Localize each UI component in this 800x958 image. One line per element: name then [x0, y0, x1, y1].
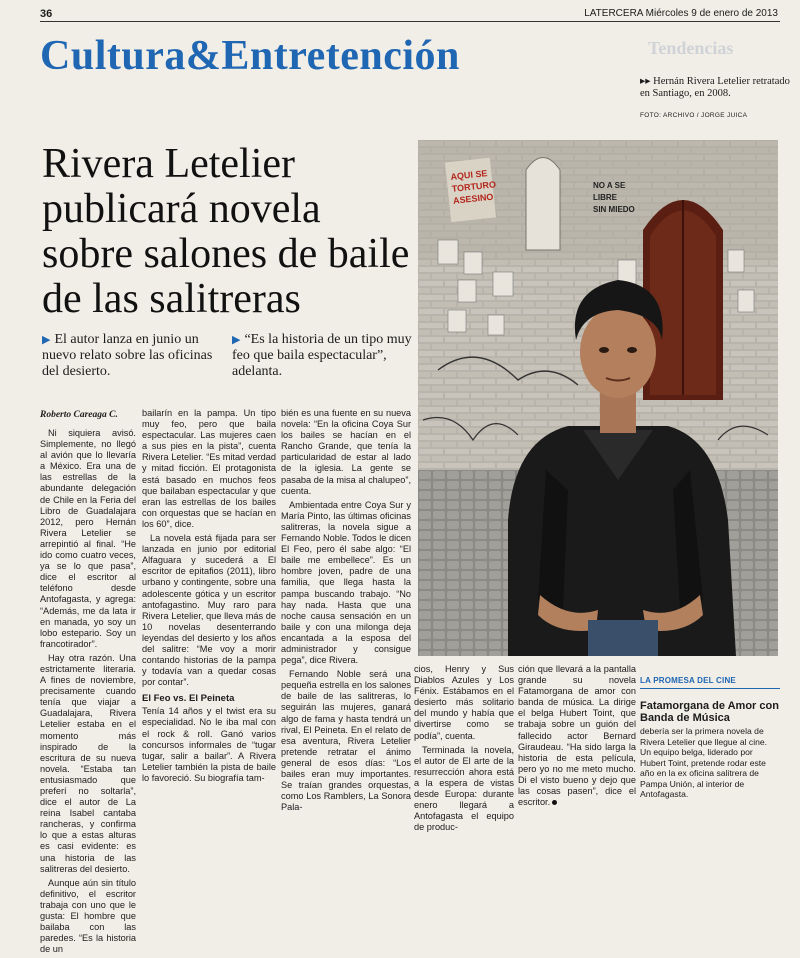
deck-text: El autor lanza en junio un nuevo relato sobre las oficinas del desierto.: [42, 332, 213, 379]
paragraph-text: ción que llevará a la pantalla grande su novela Fatamorgana de amor con banda de música. La dirige el belga Hubert Toint, que trabaja sobre un guión del fallecido actor Bernard Giraudeau. “Ha sido larga la historia de esta película, pero yo no me meto mucho. Di el visto bueno y dejo que las cosas pasen”, dice el escritor.: [518, 664, 636, 808]
header-rule: [40, 21, 780, 22]
svg-text:NO A SE: NO A SE: [593, 181, 626, 190]
caption-marker: ▸▸: [640, 76, 651, 87]
headline: Rivera Letelier publicará novela sobre salones de baile de las salitreras: [42, 141, 410, 322]
paragraph: bailarín en la pampa. Un tipo muy feo, pero que baila espectacular. Las mujeres caen a sus pies en la pista”, cuenta Rivera Letelier. “Es mitad verdad y mitad ficción. El protagonista está basado en muchos feos que bailaban espectacular y que eran las estrellas de los bailes con orquestas que se hacían en los 60”, dice.: [142, 408, 276, 529]
paragraph: Ambientada entre Coya Sur y María Pinto, las últimas oficinas salitreras, la novela sigue a Fernando Noble. Todos le dicen El Feo, pero él sabe algo: “El baile me embellece”. Es un hombre joven, padre de una familia, que llega hasta la pampa buscando trabajo. “No hay nada. Hasta que una noche causa sensación en un baile y con una milonga deja encantada a la esposa del administrador y consigue pega”, dice Rivera.: [281, 499, 411, 666]
photo-caption: [640, 76, 790, 100]
photo-illustration: [418, 140, 778, 656]
deck-2: [232, 332, 422, 380]
body-column-4: [414, 664, 514, 836]
paragraph: Aunque aún sin título definitivo, el escritor trabaja con uno que le gusta: El hombre que bailaba con las paredes. “Es la historia de un: [40, 877, 136, 955]
svg-text:ASESINO: ASESINO: [452, 191, 494, 206]
sidebar-title: Fatamorgana de Amor con Banda de Música: [640, 700, 779, 724]
date-line: LATERCERA Miércoles 9 de enero de 2013: [584, 8, 778, 19]
svg-text:SIN MIEDO: SIN MIEDO: [593, 205, 635, 214]
paragraph: Hay otra razón. Una estrictamente literaria. A fines de noviembre, precisamente cuando tenía que viajar a Guadalajara, Rivera Letelier estaba en el momento más inspirado de la escritura de su nueva novela. “Estaba tan entusiasmado que preferí no soltarla”, dice el autor de La reina Isabel cantaba rancheras, y confirma lo que a estas alturas es casi evidente: es una historia de las salitreras del desierto.: [40, 652, 136, 874]
body-column-2: [142, 408, 276, 787]
triangle-icon: ▶: [42, 334, 51, 346]
portrait-photo: [418, 140, 778, 656]
paragraph: bién es una fuente en su nueva novela: “En la oficina Coya Sur los bailes se hacían en el Rancho Grande, que tenía la particularidad de estar al lado de la iglesia. La gente se pasaba de la misa al chalupeo”, cuenta.: [281, 408, 411, 496]
sidebar-body: debería ser la primera novela de Rivera Letelier que llegue al cine. Un equipo belga, liderado por Hubert Toint, pretende rodar este año en la ex oficina salitrera de Pampa Unión, al interior de Antofagasta.: [640, 726, 768, 799]
section-title: Cultura&Entretención: [40, 33, 460, 79]
byline: Roberto Careaga C.: [40, 410, 118, 420]
page-number: 36: [40, 8, 53, 20]
sidebar-rule: [640, 688, 780, 689]
paragraph: Fernando Noble será una pequeña estrella en los salones de baile de las salitreras, lo seguirán las mujeres, ganará algo de fama y hasta tendrá un rival, El Peineta. En el relato de esa aventura, Rivera Letelier pretende retratar el ánimo general de esos días: “Los bailes eran muy importantes. Se traían grandes orquestas, como Los Ramblers, La Sonora Pala-: [281, 669, 411, 813]
paragraph: Ni siquiera avisó. Simplemente, no llegó al avión que lo llevaría a México. Era una de las estrellas de la abundante delegación de Chile en la Feria del Libro de Guadalajara 2012, pero Hernán Rivera Letelier se arrepintió al final. “He ido como cuatro veces, ya se lo que pasa”, dice el escritor al teléfono desde Antofagasta, y agrega: “Además, me da lata ir en manada, yo soy un lobo estepario. Soy un francotirador”.: [40, 428, 136, 649]
deck-1: [42, 332, 222, 380]
sidebar-label: LA PROMESA DEL CINE: [640, 676, 736, 685]
neighbor-section: Tendencias: [648, 38, 734, 58]
paragraph: [518, 664, 636, 808]
svg-text:LIBRE: LIBRE: [593, 193, 617, 202]
paragraph: La novela está fijada para ser lanzada en junio por editorial Alfaguara y sucederá a El escritor de epitafios (2011), libro urbano y contingente, sobre una adolescente gótica y un escritor antofagastino. Muy raro para Rivera Letelier, que lleva más de 10 novelas desenterrando leyendas del desierto y los años del salitre: “Me voy a morir contando historias de la pampa y todavía van a quedar cosas por contar”.: [142, 533, 276, 688]
subheading: El Feo vs. El Peineta: [142, 693, 235, 705]
deck-text: “Es la historia de un tipo muy feo que baila espectacular”, adelanta.: [232, 332, 412, 379]
body-column-5: [518, 664, 636, 811]
svg-text:TORTURO: TORTURO: [451, 179, 497, 194]
triangle-icon: ▶: [232, 334, 241, 346]
body-column-3: [281, 408, 411, 816]
paragraph: Terminada la novela, el autor de El arte de la resurrección ahora está a la espera de vistas desde Europa: durante enero llegará a Antofagasta el equipo de produc-: [414, 744, 514, 833]
caption-text: Hernán Rivera Letelier retratado en Santiago, en 2008.: [640, 76, 790, 99]
svg-text:AQUI SE: AQUI SE: [450, 168, 488, 182]
paragraph: Tenía 14 años y el twist era su especialidad. No le iba mal con el rock & roll. Ganó varios concursos informales de “tugar tugar, salir a bailar”. A Rivera Letelier también la pista de baile lo favoreció. Su biografía tam-: [142, 706, 276, 783]
end-mark-icon: [552, 800, 557, 805]
body-column-1: [40, 428, 136, 958]
paragraph: cios, Henry y Sus Diablos Azules y Los Fénix. Estábamos en el desierto más solitario del mundo y había que divertirse como se podía”, cuenta.: [414, 664, 514, 741]
photo-credit: FOTO: ARCHIVO / JORGE JUICA: [640, 112, 748, 119]
